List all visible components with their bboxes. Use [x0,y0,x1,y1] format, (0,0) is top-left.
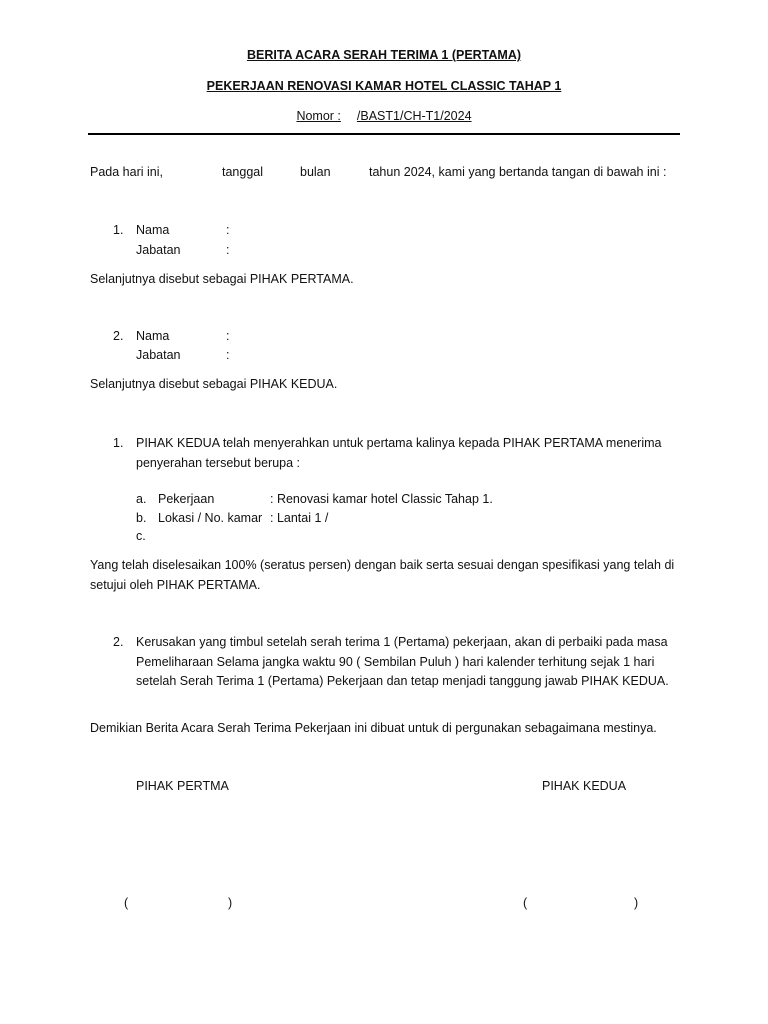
party1-note: Selanjutnya disebut sebagai PIHAK PERTAMA. [90,272,354,286]
point1-line2: penyerahan tersebut berupa : [136,456,301,470]
party1-nama-colon: : [226,223,230,237]
item-b-value: : Lantai 1 / [270,511,329,525]
item-b-letter: b. [136,511,147,525]
signature-right-open-paren: ( [523,896,528,910]
party1-jabatan-label: Jabatan [136,243,181,257]
party2-number: 2. [113,329,124,343]
point1-after-line1: Yang telah diselesaikan 100% (seratus persen) dengan baik serta sesuai dengan spesifikasi yang telah di [90,558,675,572]
party1-jabatan-colon: : [226,243,230,257]
item-a-label: Pekerjaan [158,492,215,506]
item-a-value: : Renovasi kamar hotel Classic Tahap 1. [270,492,493,506]
point1-line1: PIHAK KEDUA telah menyerahkan untuk pertama kalinya kepada PIHAK PERTAMA menerima [136,436,662,450]
nomor-value: /BAST1/CH-T1/2024 [356,109,472,123]
point1-number: 1. [113,436,124,450]
signature-left-open-paren: ( [124,896,129,910]
point2-line2: Pemeliharaan Selama jangka waktu 90 ( Sembilan Puluh ) hari kalender terhitung sejak 1 hari [136,655,655,669]
opening-tahun: tahun 2024, kami yang bertanda tangan di bawah ini : [369,165,667,179]
point2-line3: setelah Serah Terima 1 (Pertama) Pekerjaan dan tetap menjadi tanggung jawab PIHAK KEDUA. [136,674,669,688]
point2-line1: Kerusakan yang timbul setelah serah terima 1 (Pertama) pekerjaan, akan di perbaiki pada masa [136,635,668,649]
party2-nama-colon: : [226,329,230,343]
item-c-letter: c. [136,529,146,543]
nomor-label: Nomor : [296,109,341,123]
header-divider [88,133,680,135]
signature-left-label: PIHAK PERTMA [136,779,229,793]
party2-note: Selanjutnya disebut sebagai PIHAK KEDUA. [90,377,338,391]
signature-right-close-paren: ) [634,896,639,910]
document-subtitle: PEKERJAAN RENOVASI KAMAR HOTEL CLASSIC TAHAP 1 [206,79,562,93]
closing-statement: Demikian Berita Acara Serah Terima Pekerjaan ini dibuat untuk di pergunakan sebagaimana mestinya. [90,721,657,735]
party2-jabatan-colon: : [226,348,230,362]
document-number [0,109,768,123]
party2-nama-label: Nama [136,329,170,343]
opening-pada-hari: Pada hari ini, [90,165,163,179]
party2-jabatan-label: Jabatan [136,348,181,362]
item-b-label: Lokasi / No. kamar [158,511,263,525]
signature-right-label: PIHAK KEDUA [542,779,627,793]
item-a-letter: a. [136,492,147,506]
opening-bulan: bulan [300,165,331,179]
point1-after-line2: setujui oleh PIHAK PERTAMA. [90,578,261,592]
document-title: BERITA ACARA SERAH TERIMA 1 (PERTAMA) [246,48,522,62]
party1-nama-label: Nama [136,223,170,237]
party1-number: 1. [113,223,124,237]
point2-number: 2. [113,635,124,649]
opening-tanggal: tanggal [222,165,264,179]
signature-left-close-paren: ) [228,896,233,910]
